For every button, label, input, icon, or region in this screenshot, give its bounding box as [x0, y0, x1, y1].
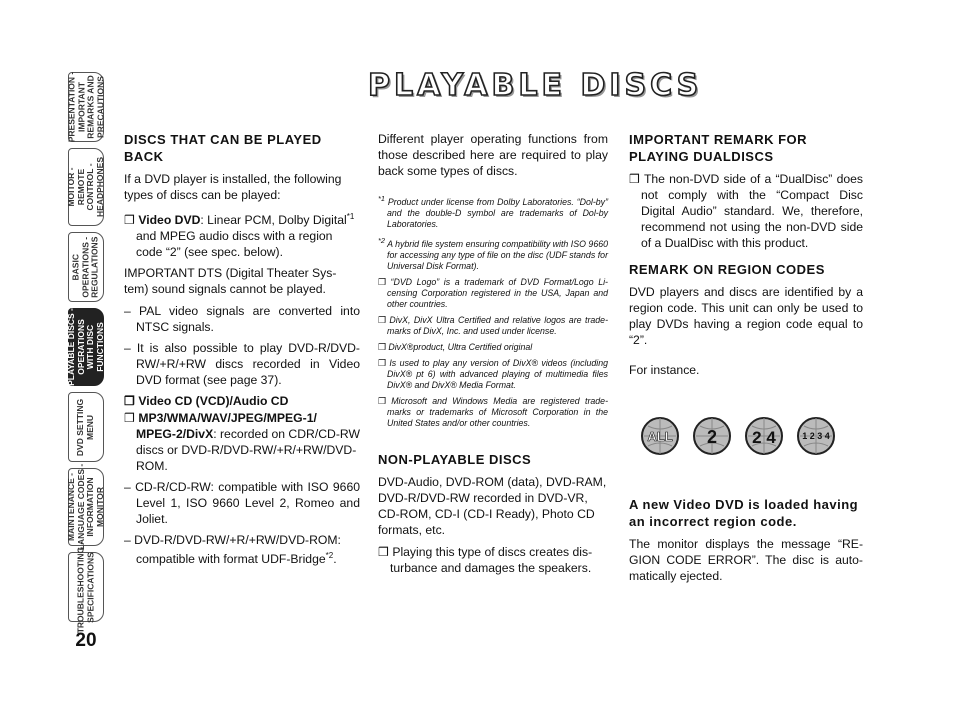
- vcd-item: ❒ Video CD (VCD)/Audio CD: [124, 394, 289, 409]
- tab-monitor[interactable]: MOITOR - REMOTE CONTROL - HEADPHONES: [68, 148, 104, 226]
- checkbox-icon: ❒: [378, 357, 390, 368]
- column-3: [629, 131, 863, 590]
- region-2-icon: [692, 416, 732, 456]
- video-dvd-item: ❒ Video DVD: Linear PCM, Dolby Digital$^{*1}$ and MPEG audio discs with a region code “2” (see spec. below).: [124, 212, 355, 260]
- column-1: [124, 131, 360, 572]
- region-text: DVD players and discs are identified by a region code. This unit can only be used to play DVDs having a region code equal to “2”.: [629, 285, 863, 347]
- region-icon-text: 2: [706, 427, 718, 447]
- tab-basic-operations[interactable]: BASIC OPERATIONS - REGULATIONS: [68, 232, 104, 302]
- footnote-3: ❒ “DVD Logo” is a trademark of DVD Format/Logo Li-censing Corporation registered in the USA, Japan and other countries.: [378, 276, 608, 309]
- instance-text: For instance.: [629, 363, 700, 377]
- intro-text: If a DVD player is installed, the following types of discs can be played:: [124, 172, 342, 202]
- tab-playable-discs[interactable]: PLAYABLE DISCS - OPERATIONS WITH DISC FUNCTIONS: [66, 308, 105, 386]
- footnote-6: ❒ Is used to play any version of DivX® videos (including DivX® pt 6) with advanced playing of multimedia files DivX® and DivX® Media Format.: [378, 357, 608, 390]
- dualdisc-heading: IMPORTANT REMARK FOR PLAYING DUALDISCS: [629, 132, 808, 164]
- udf-note: – DVD-R/DVD-RW/+R/+RW/DVD-ROM: compatible with format UDF-Bridge$^{*2}$.: [124, 533, 341, 567]
- cdr-note: – CD-R/CD-RW: compatible with ISO 9660 Level 1, ISO 9660 Level 2, Romeo and Joliet.: [124, 480, 360, 527]
- non-playable-text: DVD-Audio, DVD-ROM (data), DVD-RAM, DVD-R/DVD-RW recorded in DVD-VR, CD-ROM, CD-I (CD-I Ready), Photo CD formats, etc.: [378, 474, 607, 537]
- tab-dvd-setting[interactable]: DVD SETTING MENU: [68, 392, 104, 462]
- checkbox-icon: ❒: [124, 411, 139, 426]
- region-all-icon: [640, 416, 680, 456]
- wrong-region-heading: A new Video DVD is loaded having an incorrect region code.: [629, 497, 859, 529]
- non-playable-warning: ❒ Playing this type of discs creates dis-turbance and damages the speakers.: [378, 544, 593, 575]
- footnote-1: $^{*1}$ Product under license from Dolby Laboratories. “Dol-by” and the double-D symbol are trademarks of Dol-by Laboratories.: [378, 194, 608, 229]
- tab-troubleshooting[interactable]: TROUBLESHOOTING - SPECIFICATIONS: [68, 552, 104, 622]
- tab-maintenance[interactable]: MAINTENANCE - LANGUAGE CODES - INFORMATION MONITOR: [66, 463, 105, 551]
- mp3-item: ❒ MP3/WMA/WAV/JPEG/MPEG-1/ MPEG-2/DivX: recorded on CDR/CD-RW discs or DVD-R/DVD-RW/+R/+RW/DVD-ROM.: [124, 411, 360, 474]
- region-icon-text: 1 2 3 4: [802, 431, 830, 441]
- checkbox-icon: ❒: [378, 544, 393, 559]
- dualdisc-item: ❒ The non-DVD side of a “DualDisc” does not comply with the “Compact Disc Digital Audio” standard. We, therefore, recommend not using the non-DVD side of a DualDisc with this product.: [629, 172, 863, 250]
- checkbox-icon: ❒: [124, 394, 139, 409]
- footnote-5: ❒ DivX®product, Ultra Certified original: [378, 341, 533, 352]
- footnote-2: $^{*2}$ A hybrid file system ensuring compatibility with ISO 9660 for accessing any type of file on the disc (UDF stands for Universal Disk Format).: [378, 235, 608, 271]
- page-number: 20: [75, 630, 97, 651]
- checkbox-icon: ❒: [124, 213, 139, 228]
- tab-presentation[interactable]: PRESENTATION - IMPORTANT REMARKS AND PRECAUTIONS: [66, 71, 105, 143]
- checkbox-icon: ❒: [378, 276, 391, 287]
- pal-note: – PAL video signals are converted into NTSC signals.: [124, 304, 360, 335]
- playable-heading: DISCS THAT CAN BE PLAYED BACK: [124, 132, 322, 164]
- checkbox-icon: ❒: [378, 341, 389, 352]
- wrong-region-text: The monitor displays the message “RE-GION CODE ERROR”. The disc is auto-matically ejected.: [629, 537, 863, 583]
- region-2-4-icon: [744, 416, 784, 456]
- dts-note: IMPORTANT DTS (Digital Theater Sys-tem) sound signals cannot be played.: [124, 266, 337, 297]
- checkbox-icon: ❒: [378, 314, 390, 325]
- page-title: PLAYABLE DISCS: [368, 68, 703, 103]
- footnote-4: ❒ DivX, DivX Ultra Certified and relative logos are trade-marks of DivX, Inc. and used under license.: [378, 314, 608, 336]
- region-icons: [640, 416, 863, 456]
- checkbox-icon: ❒: [378, 395, 392, 406]
- intro-text: Different player operating functions from those described here are required to play back some types of discs.: [378, 132, 608, 178]
- dvdr-note: – It is also possible to play DVD-R/DVD-RW/+R/+RW discs recorded in Video DVD format (see page 37).: [124, 341, 360, 388]
- region-1-2-3-4-icon: [796, 416, 836, 456]
- footnote-7: ❒ Microsoft and Windows Media are registered trade-marks or trademarks of Microsoft Corporation in the United States and/or other countries.: [378, 395, 608, 428]
- region-heading: REMARK ON REGION CODES: [629, 262, 825, 277]
- column-2: [378, 131, 608, 581]
- region-icon-text: 2 4: [752, 428, 776, 447]
- region-icon-text: ALL: [647, 429, 673, 444]
- checkbox-icon: ❒: [629, 172, 644, 186]
- non-playable-heading: NON-PLAYABLE DISCS: [378, 451, 532, 467]
